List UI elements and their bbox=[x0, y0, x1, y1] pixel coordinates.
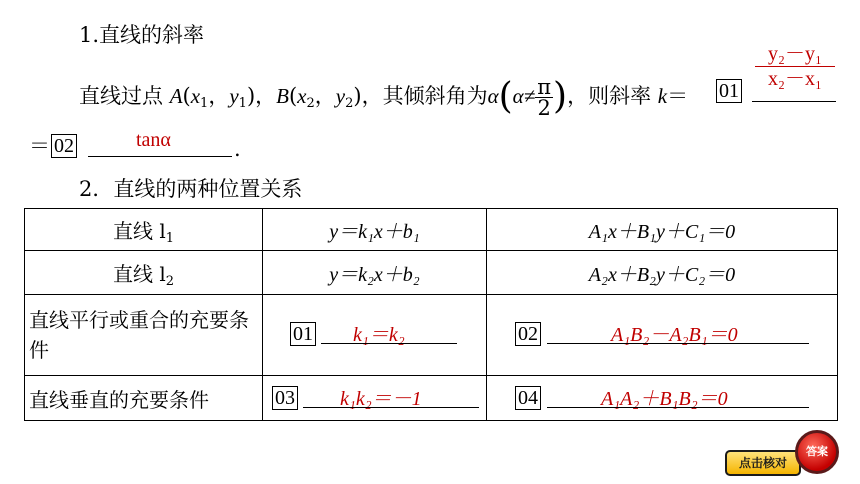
section-1-heading: 1.直线的斜率 bbox=[79, 23, 205, 47]
answer-row3-a-underline bbox=[321, 343, 457, 344]
row-1-label bbox=[25, 209, 263, 251]
line-label: 直线 l bbox=[112, 219, 166, 243]
row-2-label bbox=[25, 251, 263, 295]
sub: 2 bbox=[306, 96, 315, 111]
answer-row4-a: k₁k₂＝－1 bbox=[340, 388, 422, 410]
alpha-condition: α≠ bbox=[512, 84, 536, 108]
angle-text: ，其倾斜角为 bbox=[361, 84, 488, 108]
sub: 2 bbox=[165, 274, 175, 289]
answer-box-01[interactable]: 01 bbox=[716, 79, 742, 103]
row-1-slope-form: y＝k₁x＋b₁ bbox=[263, 209, 487, 251]
check-answer-button[interactable]: 点击核对 bbox=[725, 450, 801, 476]
period: . bbox=[234, 137, 241, 161]
row-3-label: 直线平行或重合的充要条件 bbox=[25, 295, 263, 376]
x-var: x bbox=[297, 84, 307, 108]
row-4-answer-b bbox=[487, 376, 838, 421]
row-3-answer-b bbox=[487, 295, 838, 376]
answer-box-02[interactable]: 02 bbox=[51, 134, 77, 158]
row-3-answer-a bbox=[263, 295, 487, 376]
equals-continue: ＝ bbox=[29, 134, 50, 158]
k-symbol: k bbox=[657, 84, 668, 108]
answer-row3-b: A₁B₂－A₂B₁＝0 bbox=[611, 324, 738, 346]
answer-01-underline bbox=[752, 101, 836, 102]
sub: 1 bbox=[200, 96, 209, 111]
answer-row4-b-underline bbox=[547, 407, 809, 408]
answer-box-row4-a[interactable]: 03 bbox=[272, 386, 298, 410]
table-row bbox=[25, 376, 838, 421]
line-label: 直线 l bbox=[112, 262, 166, 286]
answer-01-numerator: y₂－y₁ bbox=[755, 42, 835, 67]
point-b-label: B bbox=[276, 84, 289, 108]
table-row bbox=[25, 209, 838, 251]
alpha-symbol: α bbox=[487, 84, 499, 108]
table-row bbox=[25, 295, 838, 376]
row-2-general-form: A₂x＋B₂y＋C₂＝0 bbox=[487, 251, 838, 295]
slope-sentence: 直线过点 $A(x_1$，$y_1$)，$B(x_2$，$y_2$)，其倾斜角为α(α≠ $\frac{\pi}{2}$ )，则斜率 k＝ bbox=[79, 75, 689, 120]
answer-box-row3-b[interactable]: 02 bbox=[515, 322, 541, 346]
show-answer-button[interactable]: 答案 bbox=[795, 430, 839, 474]
row-4-answer-a bbox=[263, 376, 487, 421]
pi-over-two bbox=[535, 77, 553, 118]
pi-symbol: π bbox=[537, 75, 552, 99]
equals-sign: ＝ bbox=[667, 84, 689, 108]
answer-01-denominator: x₂－x₁ bbox=[768, 68, 822, 90]
answer-row3-a: k₁＝k₂ bbox=[353, 324, 405, 346]
answer-row4-b: A₁A₂＋B₁B₂＝0 bbox=[601, 388, 728, 410]
section-2-heading: 2．直线的两种位置关系 bbox=[79, 177, 303, 201]
row-2-slope-form: y＝k₂x＋b₂ bbox=[263, 251, 487, 295]
answer-02-underline bbox=[88, 156, 232, 157]
table-row bbox=[25, 251, 838, 295]
sentence-prefix: 直线过点 bbox=[79, 84, 163, 108]
sub: 2 bbox=[345, 96, 354, 111]
row-1-general-form: A₁x＋B₁y＋C₁＝0 bbox=[487, 209, 838, 251]
answer-01-fraction bbox=[755, 42, 835, 91]
sub: 1 bbox=[238, 96, 247, 111]
point-a-label: A bbox=[169, 84, 183, 108]
answer-box-row4-b[interactable]: 04 bbox=[515, 386, 541, 410]
row-4-label: 直线垂直的充要条件 bbox=[25, 376, 263, 421]
answer-02-text: tanα bbox=[136, 129, 171, 151]
answer-box-row3-a[interactable]: 01 bbox=[290, 322, 316, 346]
answer-row4-a-underline bbox=[303, 407, 479, 408]
y-var: y bbox=[335, 84, 346, 108]
slope-text: ，则斜率 bbox=[567, 84, 652, 108]
x-var: x bbox=[190, 84, 201, 108]
relation-table bbox=[24, 208, 838, 421]
denominator-two: 2 bbox=[537, 96, 551, 120]
sub: 1 bbox=[165, 231, 175, 246]
y-var: y bbox=[229, 84, 239, 108]
answer-row3-b-underline bbox=[547, 343, 809, 344]
